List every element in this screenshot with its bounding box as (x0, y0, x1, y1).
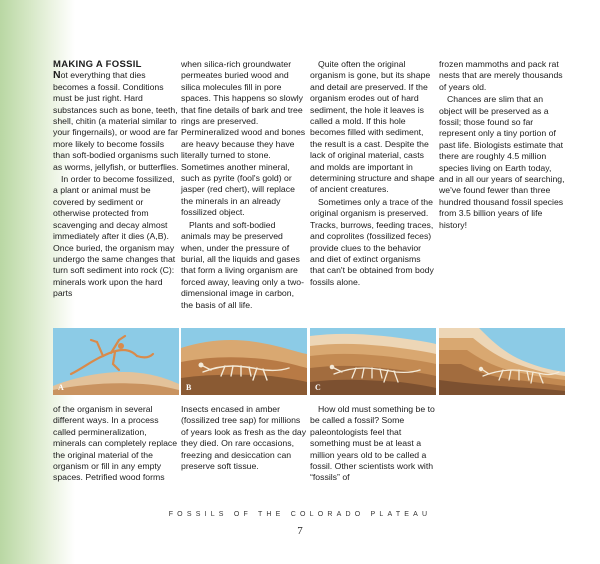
column-3-bottom (310, 404, 436, 484)
erosion-exposure-illustration (439, 328, 565, 395)
paragraph: when silica-rich groundwater permeates buried wood and silica molecules fill in pore spaces. This happens so slowly that fine details of bark and tree rings are preserved. Permineralized wood and bones are heavy because they have literally turned to stone. Sometimes another mineral, such as pyrite (fool's gold) or jasper (red chert), will replace the minerals in an already fossilized object. (181, 59, 306, 218)
paragraph: Insects encased in amber (fossilized tree sap) for millions of years look as fresh as the day they died. On rare occasions, freezing and desiccation can preserve soft tissue. (181, 404, 307, 472)
drop-cap: N (53, 69, 61, 82)
illustration-panel-b (181, 328, 307, 395)
burial-illustration (181, 328, 307, 395)
column-2-top (181, 59, 307, 311)
illustration-panel-c (310, 328, 436, 395)
section-heading: MAKING A FOSSIL (53, 59, 142, 70)
paragraph: Plants and soft-bodied animals may be preserved when, under the pressure of burial, all the liquids and gases that form a living organism are forced away, leaving only a two-dimensional image in carbon, the basis of all life. (181, 219, 304, 310)
rock-formation-illustration (310, 328, 436, 395)
running-footer: FOSSILS OF THE COLORADO PLATEAU (168, 511, 432, 518)
column-1-bottom (53, 404, 179, 484)
page-number: 7 (297, 525, 303, 537)
illustration-panel-d (439, 328, 565, 395)
column-1-top (53, 59, 179, 300)
panel-label: C (315, 383, 321, 392)
paragraph: of the organism in several different ways. In a process called permineralization, minerals can completely replace the original material of the organism or fill in any empty spaces. Petrified wood forms (53, 404, 178, 483)
panel-label: A (58, 383, 64, 392)
paragraph: In order to become fossilized, a plant or animal must be covered by sediment or otherwise protected from scavenging and decay almost immediately after it dies (A,B). Once buried, the organism may undergo the same changes that turn soft sediment into rock (C): minerals work upon the hard parts (53, 174, 176, 299)
dinosaur-death-illustration (53, 328, 179, 395)
column-3-top (310, 59, 436, 288)
paragraph: Not everything that dies becomes a fossil. Conditions must be just right. Hard substances such as bone, teeth, shell, chitin (a material similar to your fingernails), or wood are far more likely to become fossils than soft-bodied organisms such as worms, jellyfish, or butterflies. (53, 69, 179, 172)
paragraph: Quite often the original organism is gone, but its shape and detail are preserved. If the organism erodes out of hard sediment, the hole it leaves is called a mold. If this hole becomes filled with sediment, the result is a cast. Despite the lack of original material, casts and molds are important in determining structure and shape of ancient creatures. (310, 59, 435, 195)
paragraph: frozen mammoths and pack rat nests that are merely thousands of years old. (439, 59, 563, 92)
column-4-top (439, 59, 565, 231)
column-2-bottom (181, 404, 307, 472)
paragraph: Sometimes only a trace of the original organism is preserved. Tracks, burrows, feeding traces, and coprolites (fossilized feces) provide clues to the behavior and diet of extinct organisms that can't be obtained from body fossils alone. (310, 196, 434, 287)
paragraph: Chances are slim that an object will be preserved as a fossil; those found so far represent only a tiny portion of past life. Biologists estimate that there are roughly 4.5 million species living on Earth today, and in all our years of searching, we've found fewer than three hundred thousand fossil species from 3.5 billion years of life history! (439, 94, 565, 230)
panel-label: B (186, 383, 192, 392)
illustration-panel-a (53, 328, 179, 395)
paragraph: How old must something be to be called a fossil? Some paleontologists feel that something must be at least a million years old to be called a fossil. Other scientists work with “fossils” of (310, 404, 435, 483)
